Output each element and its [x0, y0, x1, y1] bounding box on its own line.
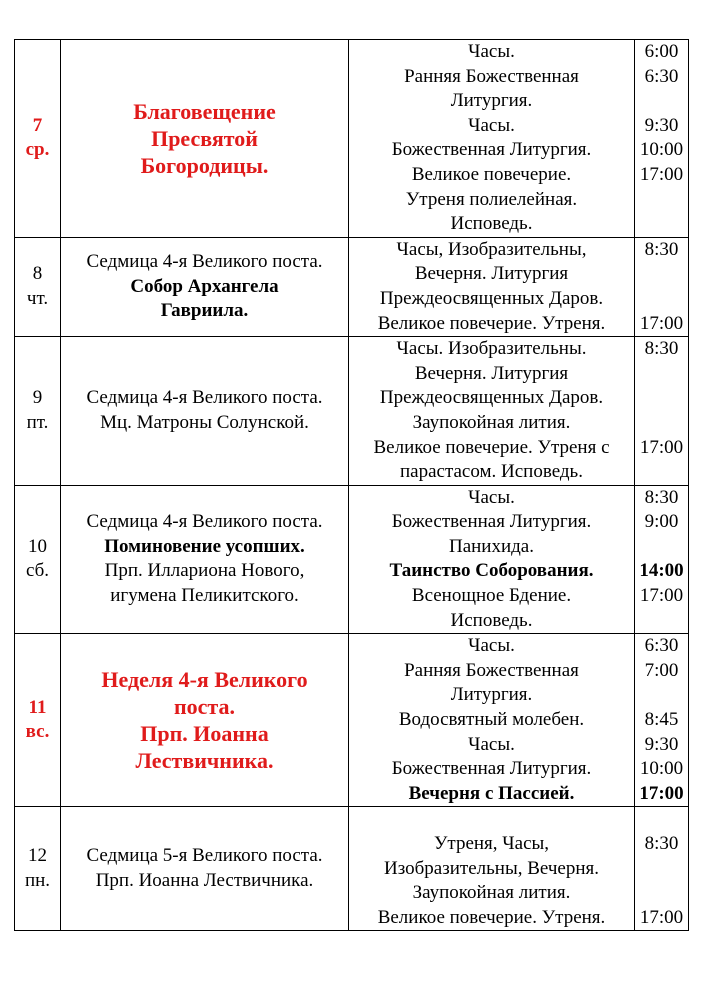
- feast-name-line: Прп. Иоанна Лествичника.: [95, 869, 314, 891]
- feast-name-line: Пресвятой: [151, 125, 258, 151]
- service-time: 9:30: [644, 114, 679, 136]
- times-cell: [635, 634, 689, 807]
- service-line: Панихида.: [448, 535, 534, 557]
- service-time: 17:00: [639, 782, 684, 804]
- service-line: Ранняя Божественная: [404, 65, 579, 87]
- service-time: [635, 881, 688, 906]
- date-cell: [15, 634, 61, 807]
- feast-name-line: Собор Архангела: [130, 275, 279, 297]
- service-time: 17:00: [639, 436, 684, 458]
- service-time: [635, 287, 688, 312]
- service-line: Изобразительны, Вечерня.: [384, 857, 599, 879]
- service-time: 10:00: [639, 758, 684, 780]
- service-line: Часы.: [468, 486, 515, 508]
- service-time: [635, 89, 688, 114]
- service-time: 10:00: [639, 139, 684, 161]
- times-cell: [635, 807, 689, 931]
- day-number: 9: [32, 387, 43, 409]
- service-time: [635, 411, 688, 436]
- schedule-row: [15, 237, 689, 336]
- feast-name-line: Благовещение: [133, 98, 276, 124]
- service-line: Великое повечерие. Утреня с: [373, 436, 610, 458]
- service-time: [635, 188, 688, 213]
- service-line: Исповедь.: [450, 609, 533, 631]
- day-number: 12: [28, 845, 47, 867]
- feast-name-line: Гавриила.: [160, 300, 249, 322]
- schedule-row: [15, 40, 689, 238]
- service-time: [635, 683, 688, 708]
- service-time: 8:30: [644, 833, 679, 854]
- date-cell: [15, 337, 61, 486]
- services-cell: [349, 337, 635, 486]
- service-line: Божественная Литургия.: [391, 139, 592, 161]
- day-number: 8: [32, 263, 43, 285]
- feast-name-line: Седмица 4-я Великого поста.: [86, 387, 323, 409]
- service-line: Преждеосвященных Даров.: [379, 287, 604, 309]
- schedule-row: [15, 807, 689, 931]
- service-time: 8:45: [644, 709, 679, 731]
- service-time: 8:30: [644, 486, 679, 508]
- service-line: Вечерня с Пассией.: [408, 782, 575, 804]
- times-cell: [635, 485, 689, 634]
- feast-name-line: игумена Пеликитского.: [110, 585, 299, 607]
- schedule-row: [15, 485, 689, 634]
- weekday: пн.: [24, 869, 51, 891]
- service-time: [635, 857, 688, 882]
- service-line: Божественная Литургия.: [391, 511, 592, 533]
- schedule-row: [15, 337, 689, 486]
- service-line: Литургия.: [450, 90, 533, 112]
- service-line: Часы.: [468, 41, 515, 62]
- feast-name-line: Лествичника.: [135, 748, 274, 774]
- schedule-row: [15, 634, 689, 807]
- service-line: Заупокойная лития.: [412, 411, 571, 433]
- services-cell: [349, 40, 635, 238]
- service-line: парастасом. Исповедь.: [400, 461, 583, 483]
- service-line: Часы.: [468, 635, 515, 657]
- feast-name-cell: [61, 337, 349, 486]
- service-line: Ранняя Божественная: [404, 659, 579, 681]
- service-time: 8:30: [644, 338, 679, 360]
- service-line: Таинство Соборования.: [389, 560, 594, 582]
- service-line: Часы.: [468, 733, 515, 755]
- date-cell: [15, 40, 61, 238]
- service-time: [635, 535, 688, 560]
- service-line: Заупокойная лития.: [412, 882, 571, 904]
- service-line: [349, 807, 634, 832]
- feast-name-line: Прп. Иллариона Нового,: [104, 560, 305, 582]
- service-time: [635, 262, 688, 287]
- service-time: [635, 807, 688, 832]
- service-line: Вечерня. Литургия: [414, 362, 569, 384]
- schedule-table: [14, 39, 689, 931]
- service-time: 6:30: [644, 65, 679, 87]
- feast-name-line: Прп. Иоанна: [140, 721, 269, 747]
- schedule-body: [15, 40, 689, 931]
- services-cell: [349, 807, 635, 931]
- service-line: Преждеосвященных Даров.: [379, 387, 604, 409]
- service-line: Всенощное Бдение.: [411, 585, 572, 607]
- feast-name-line: Богородицы.: [140, 152, 269, 178]
- services-cell: [349, 634, 635, 807]
- service-line: Великое повечерие.: [411, 163, 572, 185]
- weekday: вс.: [25, 721, 50, 743]
- service-time: 9:30: [644, 733, 679, 755]
- service-time: 17:00: [639, 585, 684, 607]
- feast-name-line: Мц. Матроны Солунской.: [100, 411, 309, 433]
- service-line: Великое повечерие. Утреня.: [377, 312, 606, 334]
- service-time: 6:00: [644, 41, 679, 62]
- service-line: Исповедь.: [450, 213, 533, 235]
- service-time: 17:00: [639, 312, 684, 334]
- service-time: 7:00: [644, 659, 679, 681]
- feast-name-cell: [61, 40, 349, 238]
- service-time: [635, 212, 688, 237]
- service-time: [635, 386, 688, 411]
- service-time: 14:00: [639, 560, 684, 582]
- service-time: [635, 362, 688, 387]
- service-line: Великое повечерие. Утреня.: [377, 906, 606, 928]
- feast-name-cell: [61, 485, 349, 634]
- service-line: Божественная Литургия.: [391, 758, 592, 780]
- service-time: 17:00: [639, 163, 684, 185]
- feast-name-line: Седмица 5-я Великого поста.: [86, 845, 323, 867]
- weekday: сб.: [25, 560, 50, 582]
- weekday: пт.: [26, 411, 49, 433]
- service-line: Литургия.: [450, 684, 533, 706]
- feast-name-cell: [61, 807, 349, 931]
- day-number: 10: [28, 535, 47, 557]
- times-cell: [635, 40, 689, 238]
- service-line: Часы. Изобразительны.: [396, 338, 587, 360]
- feast-name-line: поста.: [173, 694, 235, 720]
- feast-name-line: Седмица 4-я Великого поста.: [86, 511, 323, 533]
- services-cell: [349, 237, 635, 336]
- feast-name-line: Неделя 4-я Великого: [101, 667, 308, 693]
- date-cell: [15, 807, 61, 931]
- weekday: чт.: [26, 287, 49, 309]
- service-time: 9:00: [644, 511, 679, 533]
- service-time: 8:30: [644, 238, 679, 260]
- service-line: Утреня полиелейная.: [405, 188, 578, 210]
- service-time: [635, 460, 688, 485]
- feast-name-cell: [61, 634, 349, 807]
- service-line: Часы, Изобразительны,: [396, 238, 587, 260]
- day-number: 7: [32, 114, 43, 136]
- feast-name-line: Седмица 4-я Великого поста.: [86, 251, 323, 273]
- times-cell: [635, 337, 689, 486]
- feast-name-line: Поминовение усопших.: [104, 535, 305, 557]
- services-cell: [349, 485, 635, 634]
- service-line: Вечерня. Литургия: [414, 263, 569, 285]
- weekday: ср.: [25, 139, 50, 161]
- service-time: 17:00: [639, 906, 684, 928]
- date-cell: [15, 485, 61, 634]
- times-cell: [635, 237, 689, 336]
- service-time: [635, 609, 688, 634]
- day-number: 11: [28, 696, 47, 718]
- service-time: 6:30: [644, 635, 679, 657]
- date-cell: [15, 237, 61, 336]
- service-line: Водосвятный молебен.: [398, 709, 585, 731]
- service-line: Часы.: [468, 114, 515, 136]
- service-line: Утреня, Часы,: [433, 833, 550, 854]
- feast-name-cell: [61, 237, 349, 336]
